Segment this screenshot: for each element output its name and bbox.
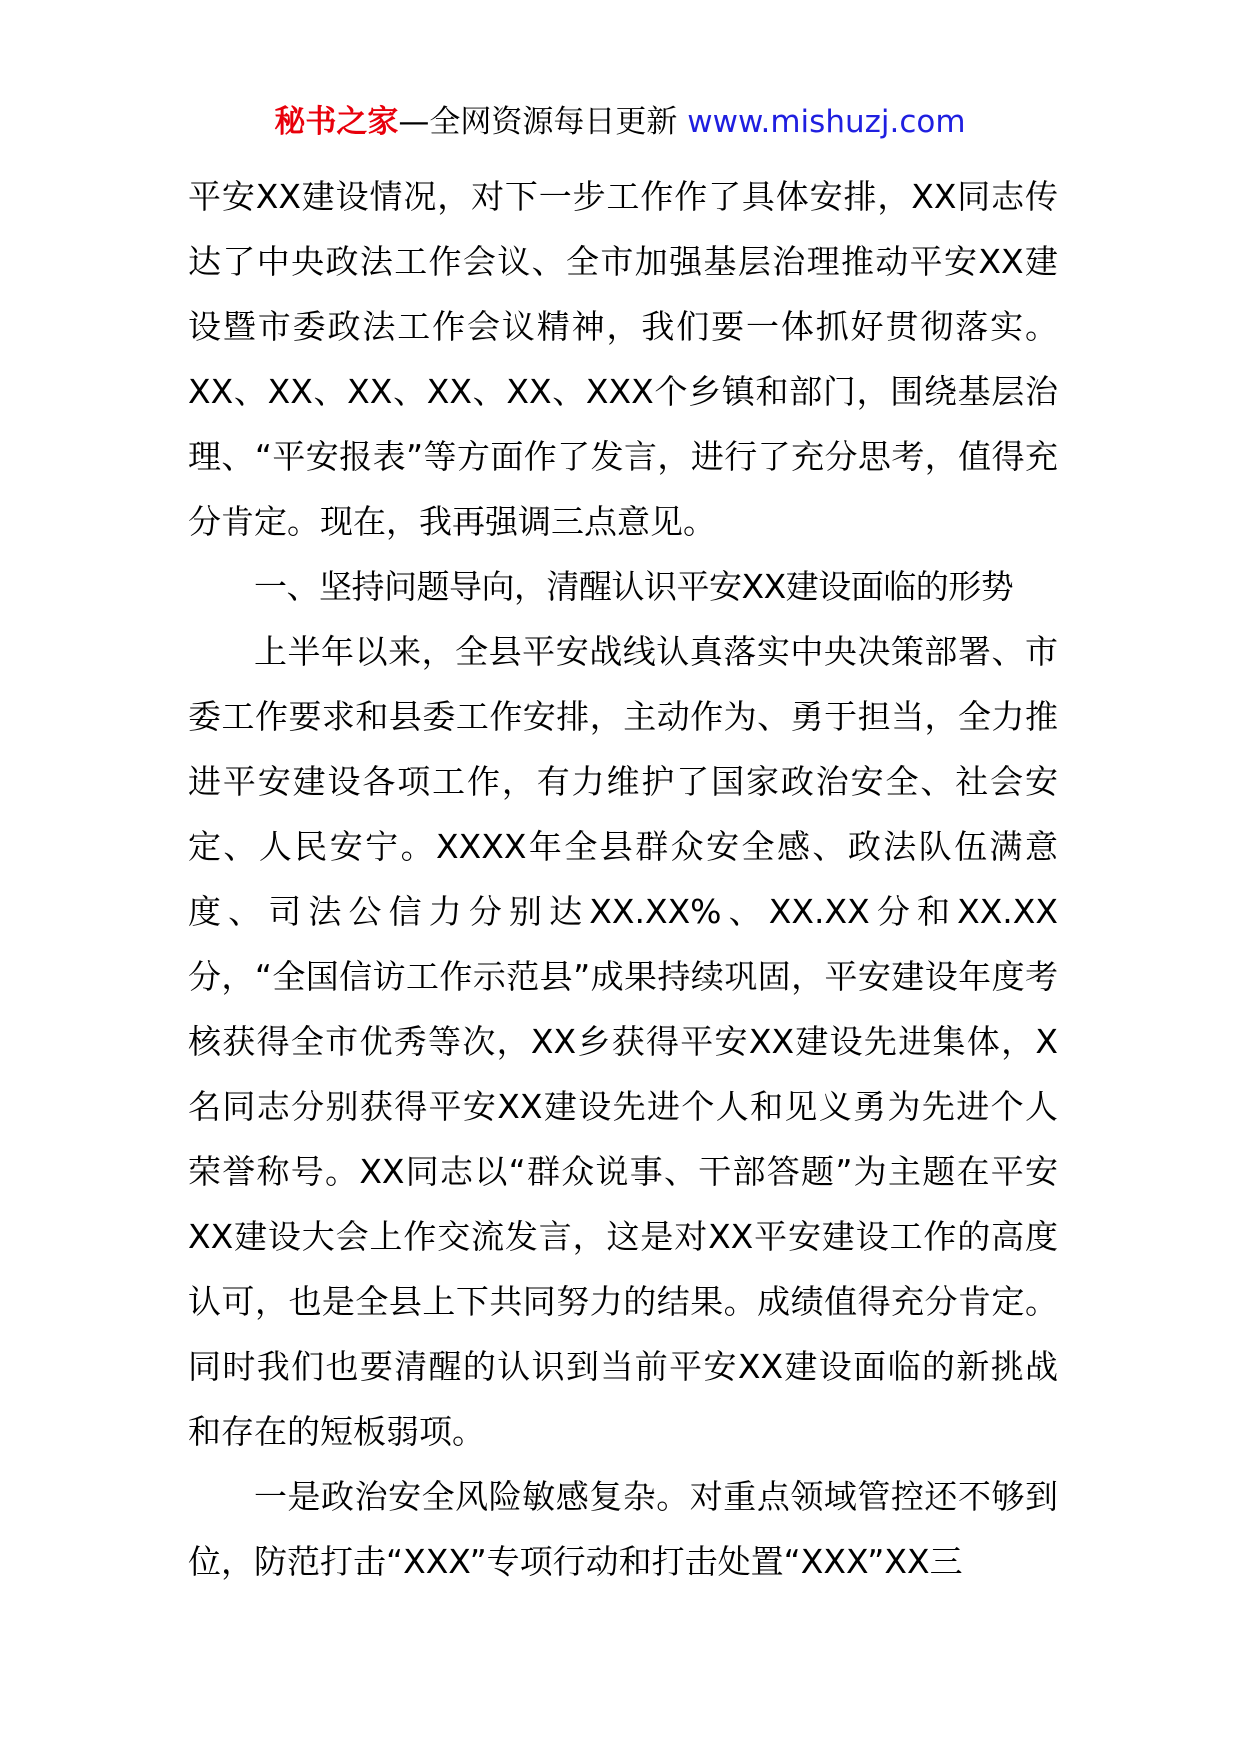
header-tagline: —全网资源每日更新: [398, 104, 688, 140]
document-body: [188, 164, 1058, 1594]
page-header: [0, 100, 1240, 144]
header-brand: 秘书之家: [274, 104, 399, 140]
paragraph-continuation: 平安XX建设情况，对下一步工作作了具体安排，XX同志传达了中央政法工作会议、全市加强基层治理推动平安XX建设暨市委政法工作会议精神，我们要一体抓好贯彻落实。XX、XX、XX、XX、XX、XXX个乡镇和部门，围绕基层治理、“平安报表”等方面作了发言，进行了充分思考，值得充分肯定。现在，我再强调三点意见。: [188, 177, 1058, 541]
paragraph-achievements: 上半年以来，全县平安战线认真落实中央决策部署、市委工作要求和县委工作安排，主动作为、勇于担当，全力推进平安建设各项工作，有力维护了国家政治安全、社会安定、人民安宁。XXXX年全县群众安全感、政法队伍满意度、司法公信力分别达XX.XX%、XX.XX分和XX.XX分，“全国信访工作示范县”成果持续巩固，平安建设年度考核获得全市优秀等次，XX乡获得平安XX建设先进集体，X名同志分别获得平安XX建设先进个人和见义勇为先进个人荣誉称号。XX同志以“群众说事、干部答题”为主题在平安XX建设大会上作交流发言，这是对XX平安建设工作的高度认可，也是全县上下共同努力的结果。成绩值得充分肯定。同时我们也要清醒的认识到当前平安XX建设面临的新挑战和存在的短板弱项。: [188, 632, 1058, 1451]
header-url: www.mishuzj.com: [687, 104, 966, 140]
paragraph-political-security: 一是政治安全风险敏感复杂。对重点领域管控还不够到位，防范打击“XXX”专项行动和打击处置“XXX”XX三: [188, 1477, 1058, 1581]
section-heading: 一、坚持问题导向，清醒认识平安XX建设面临的形势: [254, 567, 1014, 606]
